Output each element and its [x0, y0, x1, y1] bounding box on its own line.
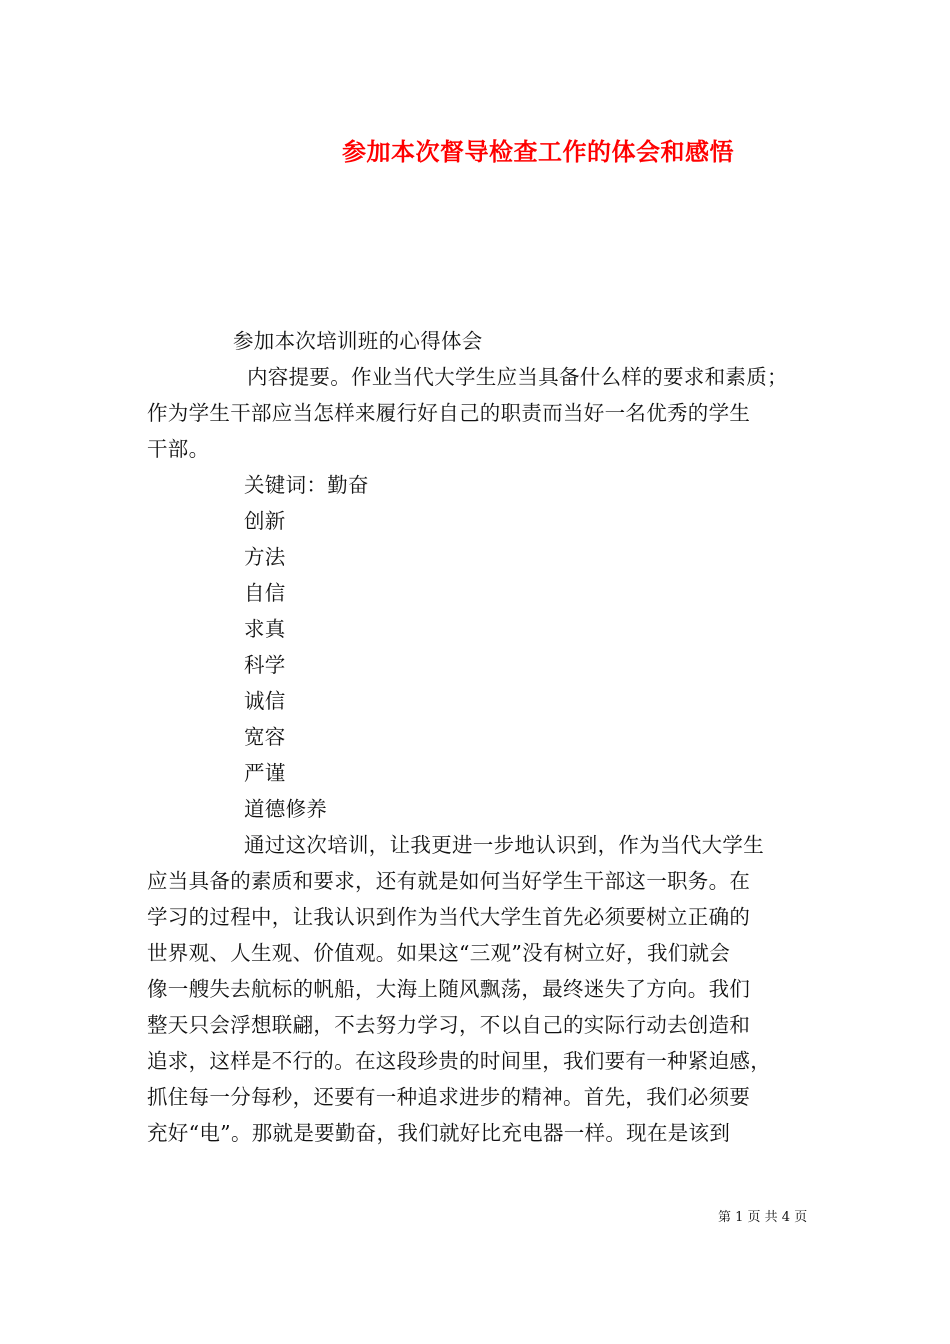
keywords-line: [147, 467, 817, 503]
keyword-item: 诚信: [244, 689, 286, 713]
subtitle: 参加本次培训班的心得体会: [233, 329, 483, 353]
keywords-label: 关键词：: [244, 473, 328, 497]
body-paragraph-line: 追求，这样是不行的。在这段珍贵的时间里，我们要有一种紧迫感，: [147, 1049, 771, 1073]
document-body: [147, 323, 817, 1151]
keyword-item: 道德修养: [244, 797, 328, 821]
summary-line-2: 作为学生干部应当怎样来履行好自己的职责而当好一名优秀的学生: [147, 401, 751, 425]
body-paragraph-line: 应当具备的素质和要求，还有就是如何当好学生干部这一职务。在: [147, 869, 751, 893]
keyword-item: 求真: [244, 617, 286, 641]
keyword-item: 科学: [244, 653, 286, 677]
body-paragraph-line: 世界观、人生观、价值观。如果这“三观”没有树立好，我们就会: [147, 941, 731, 965]
body-paragraph-line: 整天只会浮想联翩，不去努力学习，不以自己的实际行动去创造和: [147, 1013, 751, 1037]
body-paragraph-line: 通过这次培训，让我更进一步地认识到，作为当代大学生: [244, 833, 764, 857]
keyword-item: 宽容: [244, 725, 286, 749]
body-paragraph-line: 充好“电”。那就是要勤奋，我们就好比充电器一样。现在是该到: [147, 1121, 731, 1145]
keyword-item: 勤奋: [327, 473, 369, 497]
summary-line-1: 内容提要。作业当代大学生应当具备什么样的要求和素质；: [247, 365, 788, 389]
body-paragraph-line: 像一艘失去航标的帆船，大海上随风飘荡，最终迷失了方向。我们: [147, 977, 751, 1001]
document-title: 参加本次督导检查工作的体会和感悟: [342, 137, 734, 166]
keyword-item: 严谨: [244, 761, 286, 785]
keyword-item: 创新: [244, 509, 286, 533]
page-number-footer: 第 1 页 共 4 页: [718, 1210, 808, 1225]
keyword-item: 方法: [244, 545, 286, 569]
summary-line-3: 干部。: [147, 437, 210, 461]
body-paragraph-line: 学习的过程中，让我认识到作为当代大学生首先必须要树立正确的: [147, 905, 751, 929]
keyword-item: 自信: [244, 581, 286, 605]
body-paragraph-line: 抓住每一分每秒，还要有一种追求进步的精神。首先，我们必须要: [147, 1085, 751, 1109]
